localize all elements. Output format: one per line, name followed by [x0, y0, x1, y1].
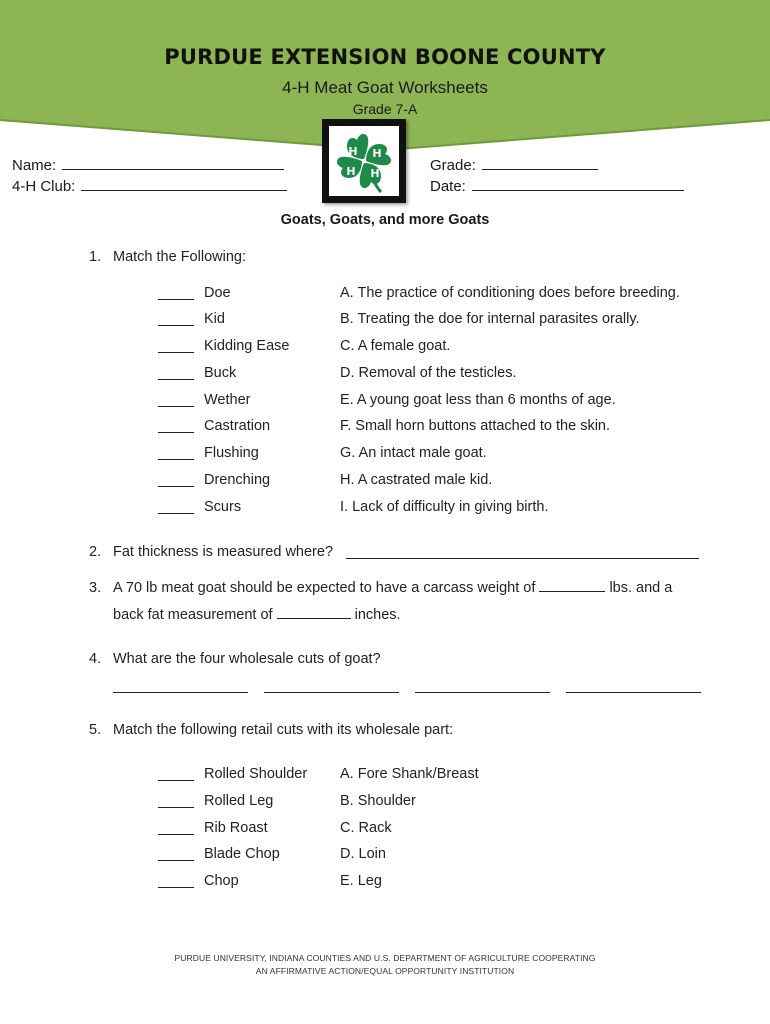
match-term: Rolled Shoulder [204, 766, 308, 782]
match-row [0, 846, 770, 868]
answer-line[interactable] [566, 692, 701, 693]
match-definition: C. A female goat. [340, 338, 451, 354]
footer-line-2: AN AFFIRMATIVE ACTION/EQUAL OPPORTUNITY INSTITUTION [255, 966, 515, 976]
answer-blank[interactable] [158, 379, 194, 380]
answer-line[interactable] [415, 692, 550, 693]
match-term: Castration [204, 418, 271, 434]
match-definition: I. Lack of difficulty in giving birth. [340, 499, 549, 515]
svg-text:H: H [346, 165, 356, 178]
answer-blank[interactable] [158, 887, 194, 888]
carcass-weight-blank[interactable] [539, 579, 605, 592]
match-term: Flushing [204, 445, 259, 461]
answer-blank[interactable] [158, 406, 194, 407]
answer-blank[interactable] [158, 325, 194, 326]
question-3 [89, 579, 672, 596]
answer-blank[interactable] [158, 352, 194, 353]
match-row [0, 418, 770, 440]
question-text: lbs. and a [609, 580, 673, 596]
question-2 [89, 544, 333, 560]
question-text: inches. [354, 607, 401, 623]
answer-line[interactable] [113, 692, 248, 693]
answer-blank[interactable] [158, 834, 194, 835]
question-text: Match the following retail cuts with its wholesale part: [113, 722, 454, 738]
match-definition: H. A castrated male kid. [340, 472, 493, 488]
match-row [0, 472, 770, 494]
match-term: Rib Roast [204, 820, 268, 836]
answer-line[interactable] [264, 692, 399, 693]
question-text: back fat measurement of [113, 607, 273, 623]
answer-blank[interactable] [158, 780, 194, 781]
grade-input-line[interactable] [482, 156, 598, 170]
match-term: Kid [204, 311, 225, 327]
match-term: Scurs [204, 499, 242, 515]
question-1 [89, 249, 246, 265]
answer-blank[interactable] [158, 486, 194, 487]
answer-blank[interactable] [158, 432, 194, 433]
date-field [430, 177, 684, 195]
match-definition: F. Small horn buttons attached to the skin. [340, 418, 611, 434]
match-term: Rolled Leg [204, 793, 274, 809]
four-leaf-clover-4h-icon [329, 126, 399, 196]
match-definition: G. An intact male goat. [340, 445, 487, 461]
question-number: 4. [89, 651, 102, 667]
grade-field [430, 156, 598, 174]
match-row [0, 392, 770, 414]
question-3-continued [113, 606, 401, 623]
date-input-line[interactable] [472, 177, 684, 191]
question-text: A 70 lb meat goat should be expected to have a carcass weight of [113, 580, 536, 596]
question-text: Match the Following: [113, 249, 246, 265]
answer-blank[interactable] [158, 513, 194, 514]
grade-label: Grade: [430, 157, 476, 174]
match-row [0, 499, 770, 521]
answer-blank[interactable] [158, 860, 194, 861]
svg-text:H: H [372, 147, 382, 160]
question-text: What are the four wholesale cuts of goat? [113, 651, 381, 667]
match-term: Wether [204, 392, 251, 408]
match-definition: E. A young goat less than 6 months of age. [340, 392, 616, 408]
worksheet-subtitle: 4-H Meat Goat Worksheets [282, 78, 488, 97]
club-input-line[interactable] [81, 177, 287, 191]
question-5 [89, 722, 453, 738]
match-definition: D. Loin [340, 846, 386, 862]
answer-blank[interactable] [158, 807, 194, 808]
match-term: Kidding Ease [204, 338, 290, 354]
question-number: 5. [89, 722, 102, 738]
match-term: Blade Chop [204, 846, 280, 862]
match-row [0, 365, 770, 387]
match-row [0, 311, 770, 333]
match-definition: B. Shoulder [340, 793, 416, 809]
question-number: 2. [89, 544, 102, 560]
match-definition: D. Removal of the testicles. [340, 365, 517, 381]
match-row [0, 766, 770, 788]
question-number: 1. [89, 249, 102, 265]
date-label: Date: [430, 178, 466, 195]
match-definition: A. Fore Shank/Breast [340, 766, 479, 782]
question-4 [89, 651, 381, 667]
match-row [0, 338, 770, 360]
match-term: Doe [204, 285, 231, 301]
question-text: Fat thickness is measured where? [113, 544, 334, 560]
org-title: PURDUE EXTENSION BOONE COUNTY [164, 45, 606, 69]
answer-line[interactable] [346, 558, 699, 559]
name-field [12, 156, 284, 174]
match-term: Chop [204, 873, 239, 889]
svg-text:H: H [370, 167, 380, 180]
grade-level: Grade 7-A [352, 101, 418, 117]
svg-text:H: H [348, 145, 358, 158]
match-definition: B. Treating the doe for internal parasites orally. [340, 311, 640, 327]
match-row [0, 793, 770, 815]
match-row [0, 285, 770, 307]
footer-line-1: PURDUE UNIVERSITY, INDIANA COUNTIES AND U.S. DEPARTMENT OF AGRICULTURE COOPERATING [174, 953, 596, 963]
question-number: 3. [89, 580, 102, 596]
match-definition: C. Rack [340, 820, 392, 836]
match-term: Drenching [204, 472, 271, 488]
club-label: 4-H Club: [12, 178, 76, 195]
answer-blank[interactable] [158, 459, 194, 460]
match-row [0, 445, 770, 467]
name-label: Name: [12, 157, 57, 174]
match-definition: E. Leg [340, 873, 382, 889]
club-field [12, 177, 287, 195]
section-title: Goats, Goats, and more Goats [280, 212, 490, 228]
match-term: Buck [204, 365, 237, 381]
name-input-line[interactable] [62, 156, 284, 170]
match-row [0, 820, 770, 842]
match-definition: A. The practice of conditioning does before breeding. [340, 285, 680, 301]
four-h-logo [322, 119, 406, 203]
back-fat-blank[interactable] [277, 606, 351, 619]
answer-blank[interactable] [158, 299, 194, 300]
match-row [0, 873, 770, 895]
